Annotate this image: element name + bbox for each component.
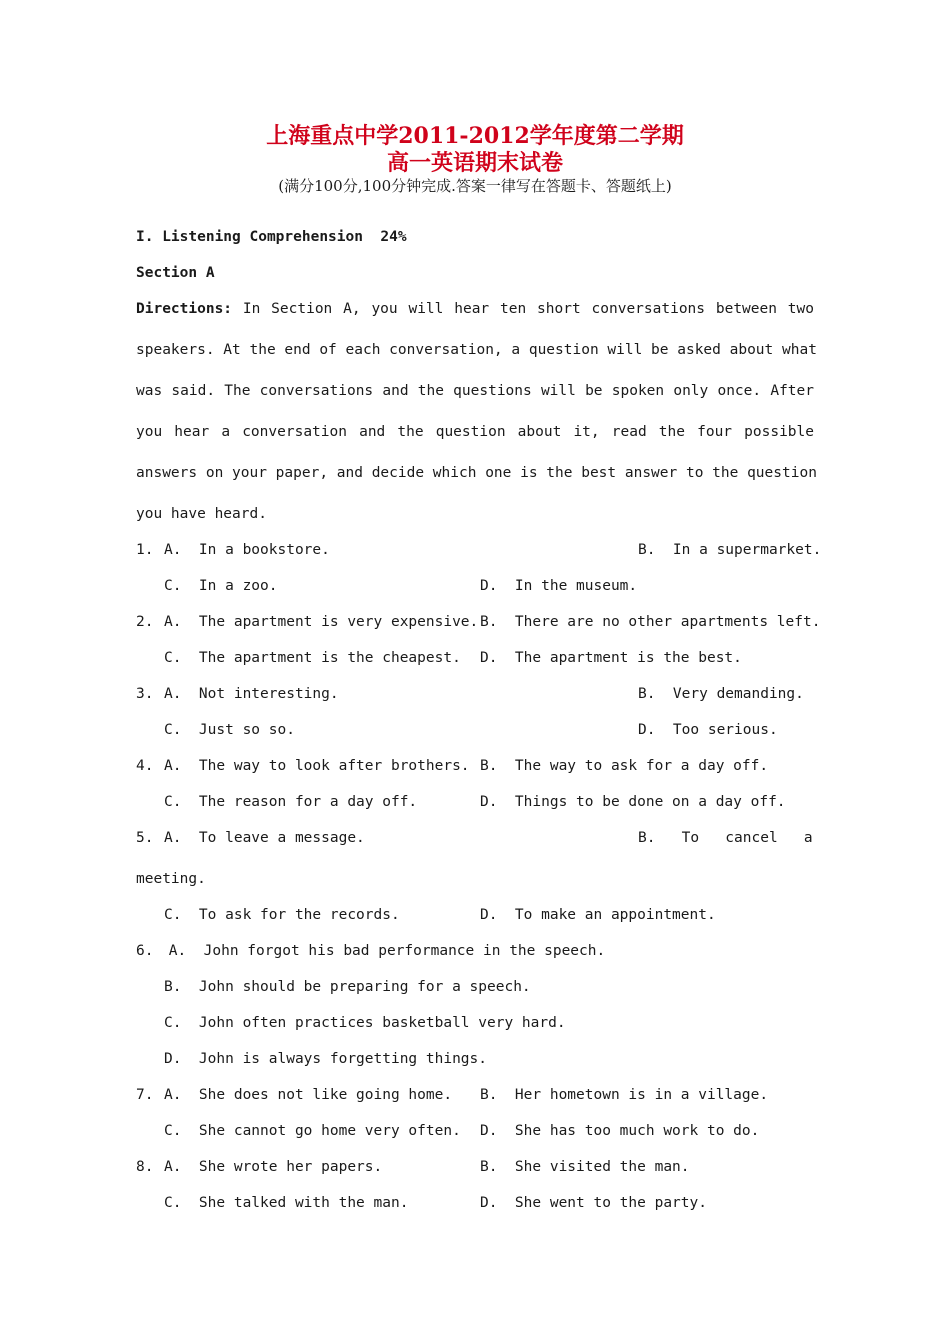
- question-number: 5.: [136, 830, 154, 846]
- option-a: A. To leave a message.: [164, 830, 365, 846]
- directions-line: you have heard.: [136, 506, 267, 522]
- option-d: D. To make an appointment.: [480, 907, 716, 923]
- option-d: D. Too serious.: [638, 722, 778, 738]
- option-a: A. She wrote her papers.: [164, 1159, 383, 1175]
- directions-line: speakers. At the end of each conversation, a question will be asked about what: [136, 342, 817, 358]
- question-number: 1.: [136, 542, 154, 558]
- option-d: D. The apartment is the best.: [480, 650, 742, 666]
- directions-text: In Section A, you will hear ten short conversations between two: [232, 301, 814, 317]
- question-number: 8.: [136, 1159, 154, 1175]
- exam-instructions: (满分100分,100分钟完成.答案一律写在答题卡、答题纸上): [278, 177, 672, 195]
- option-b: B. She visited the man.: [480, 1159, 690, 1175]
- section-heading: Section A: [136, 265, 215, 281]
- option-a: A. John forgot his bad performance in the speech.: [160, 943, 606, 959]
- question-number: 7.: [136, 1087, 154, 1103]
- option-c: C. The reason for a day off.: [164, 794, 418, 810]
- option-b: B. The way to ask for a day off.: [480, 758, 769, 774]
- option-d: D. Things to be done on a day off.: [480, 794, 786, 810]
- option-d: D. In the museum.: [480, 578, 638, 594]
- option-b: B. In a supermarket.: [638, 542, 822, 558]
- option-d: D. She has too much work to do.: [480, 1123, 760, 1139]
- option-d: D. She went to the party.: [480, 1195, 707, 1211]
- option-c: C. The apartment is the cheapest.: [164, 650, 461, 666]
- option-c: C. To ask for the records.: [164, 907, 400, 923]
- part-heading: I. Listening Comprehension 24%: [136, 229, 407, 245]
- option-c: C. Just so so.: [164, 722, 295, 738]
- option-a: A. She does not like going home.: [164, 1087, 453, 1103]
- question-number: 3.: [136, 686, 154, 702]
- option-a: A. Not interesting.: [164, 686, 339, 702]
- option-b: B. Very demanding.: [638, 686, 804, 702]
- option-c: C. She cannot go home very often.: [164, 1123, 461, 1139]
- directions-line: was said. The conversations and the questions will be spoken only once. After: [136, 383, 814, 399]
- option-b: B. Her hometown is in a village.: [480, 1087, 769, 1103]
- question-number: 6.: [136, 943, 154, 959]
- option-a: A. The apartment is very expensive.: [164, 614, 479, 630]
- question-number: 2.: [136, 614, 154, 630]
- option-a: A. The way to look after brothers.: [164, 758, 470, 774]
- option-b: B. John should be preparing for a speech.: [164, 979, 531, 995]
- option-d: D. John is always forgetting things.: [164, 1051, 488, 1067]
- directions-label: Directions:: [136, 301, 233, 317]
- directions-line: [136, 299, 814, 319]
- option-a: A. In a bookstore.: [164, 542, 330, 558]
- option-c: C. In a zoo.: [164, 578, 278, 594]
- option-c: C. She talked with the man.: [164, 1195, 409, 1211]
- option-b: B. To cancel a: [638, 830, 813, 846]
- exam-subject-title: 高一英语期末试卷: [386, 150, 563, 176]
- exam-title: 上海重点中学2011-2012学年度第二学期: [266, 123, 684, 149]
- option-c: C. John often practices basketball very hard.: [164, 1015, 566, 1031]
- question-number: 4.: [136, 758, 154, 774]
- directions-line: answers on your paper, and decide which one is the best answer to the question: [136, 465, 817, 481]
- option-b: B. There are no other apartments left.: [480, 614, 821, 630]
- directions-line: you hear a conversation and the question about it, read the four possible: [136, 424, 814, 440]
- option-b-continuation: meeting.: [136, 871, 206, 887]
